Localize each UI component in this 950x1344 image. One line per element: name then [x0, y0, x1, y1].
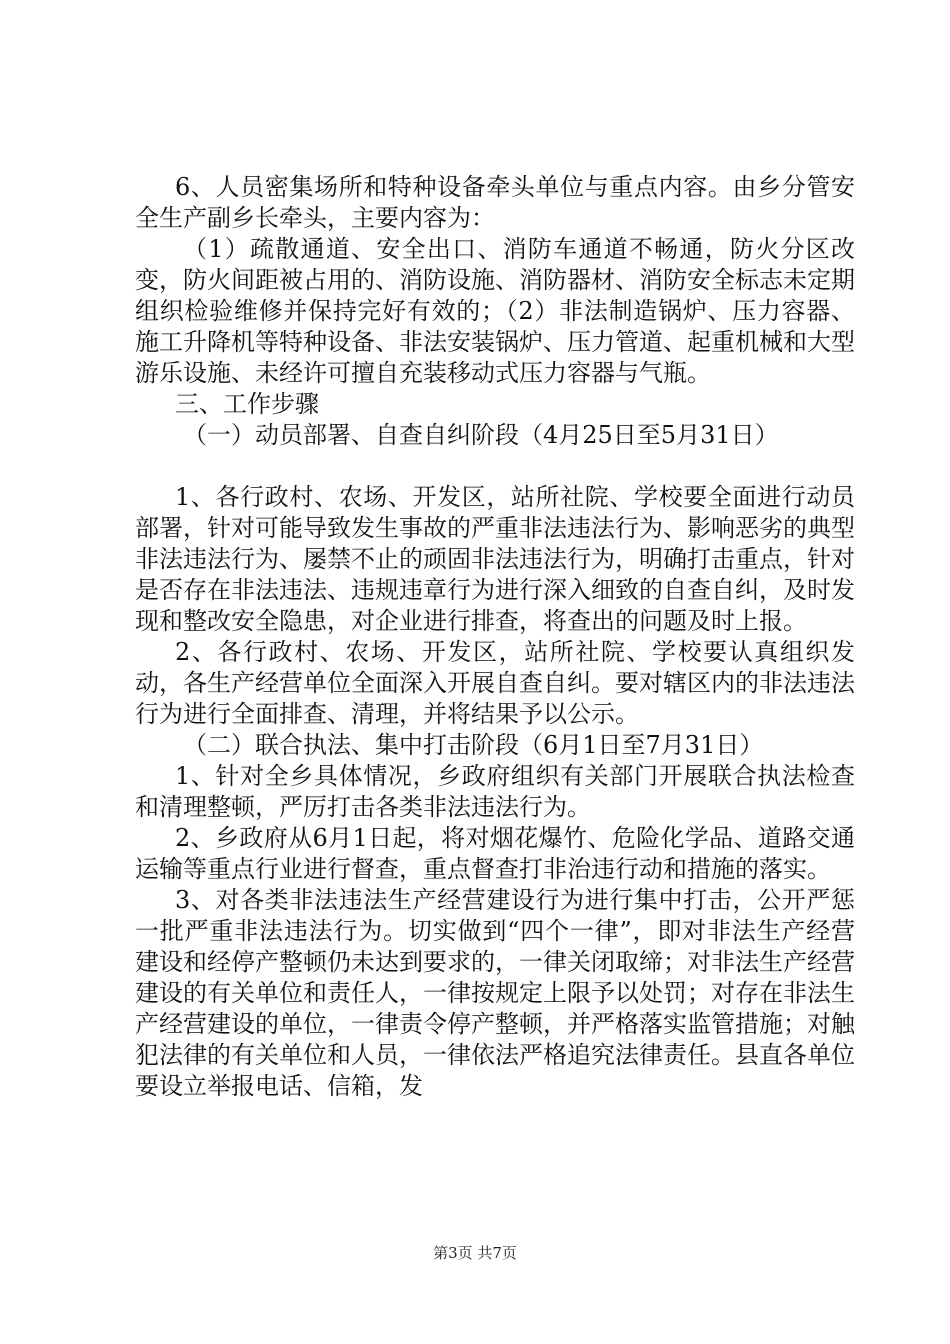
document-body [135, 172, 855, 1102]
paragraph-section-6: 6、人员密集场所和特种设备牵头单位与重点内容。由乡分管安全生产副乡长牵头，主要内容为： [135, 173, 855, 232]
heading-work-steps: 三、工作步骤 [175, 390, 319, 418]
heading-phase-1: （一）动员部署、自查自纠阶段（4月25日至5月31日） [183, 421, 779, 449]
page-footer: 第3页 共7页 [433, 1244, 517, 1262]
paragraph-phase-2-item-2: 2、乡政府从6月1日起，将对烟花爆竹、危险化学品、道路交通运输等重点行业进行督查，重点督查打非治违行动和措施的落实。 [135, 824, 855, 883]
paragraph-phase-2-item-3: 3、对各类非法违法生产经营建设行为进行集中打击，公开严惩一批严重非法违法行为。切实做到“四个一律”，即对非法生产经营建设和经停产整顿仍未达到要求的，一律关闭取缔；对非法生产经营建设的有关单位和责任人，一律按规定上限予以处罚；对存在非法生产经营建设的单位，一律责令停产整顿，并严格落实监管措施；对触犯法律的有关单位和人员，一律依法严格追究法律责任。县直各单位要设立举报电话、信箱，发 [135, 886, 855, 1100]
paragraph-phase-1-item-2: 2、各行政村、农场、开发区，站所社院、学校要认真组织发动，各生产经营单位全面深入开展自查自纠。要对辖区内的非法违法行为进行全面排查、清理，并将结果予以公示。 [135, 638, 855, 728]
paragraph-section-6-items: （1）疏散通道、安全出口、消防车通道不畅通，防火分区改变，防火间距被占用的、消防设施、消防器材、消防安全标志未定期组织检验维修并保持完好有效的；（2）非法制造锅炉、压力容器、施工升降机等特种设备、非法安装锅炉、压力管道、起重机械和大型游乐设施、未经许可擅自充装移动式压力容器与气瓶。 [135, 235, 855, 387]
paragraph-phase-2-item-1: 1、针对全乡具体情况，乡政府组织有关部门开展联合执法检查和清理整顿，严厉打击各类非法违法行为。 [135, 762, 855, 821]
heading-phase-2: （二）联合执法、集中打击阶段（6月1日至7月31日） [183, 731, 764, 759]
paragraph-phase-1-item-1: 1、各行政村、农场、开发区，站所社院、学校要全面进行动员部署，针对可能导致发生事故的严重非法违法行为、影响恶劣的典型非法违法行为、屡禁不止的顽固非法违法行为，明确打击重点，针对是否存在非法违法、违规违章行为进行深入细致的自查自纠，及时发现和整改安全隐患，对企业进行排查，将查出的问题及时上报。 [135, 483, 855, 635]
